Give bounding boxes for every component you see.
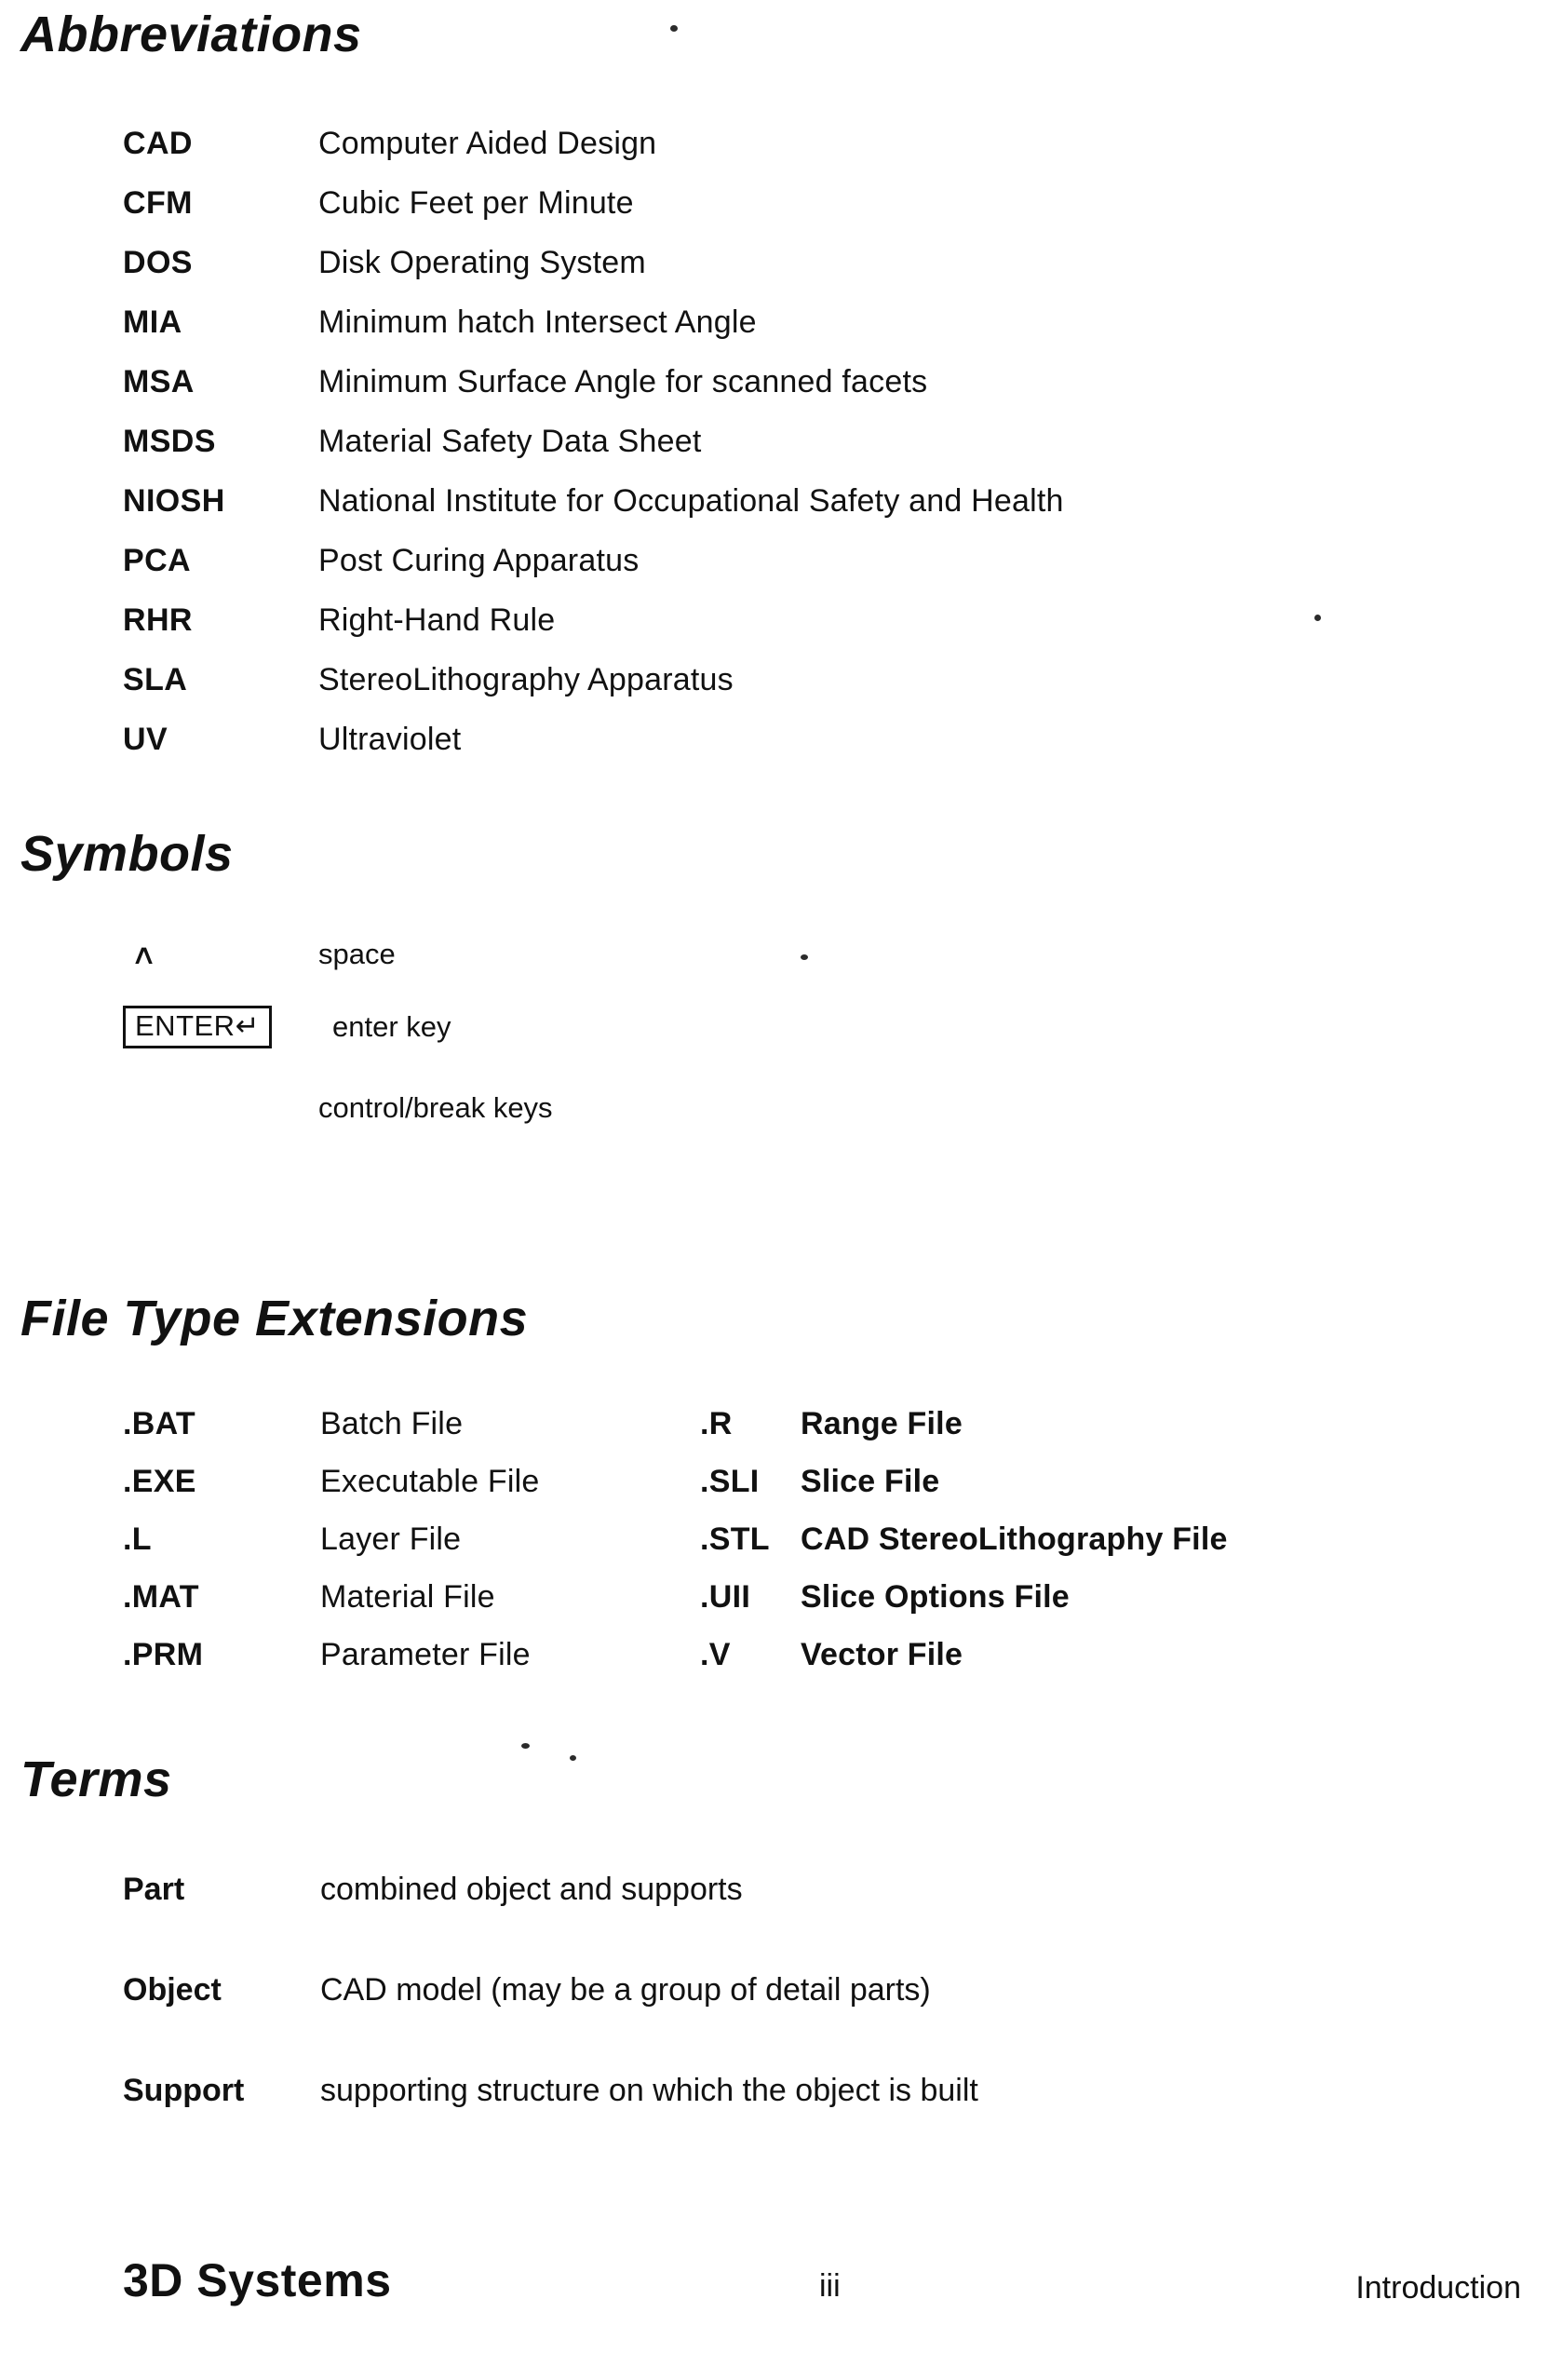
list-item xyxy=(123,304,1473,364)
file-extension-description: Parameter File xyxy=(320,1637,531,1672)
file-extension: .MAT xyxy=(123,1579,199,1615)
table-row xyxy=(123,1464,700,1521)
table-row xyxy=(700,1637,1482,1695)
list-item xyxy=(123,936,1426,972)
abbreviation-term: CFM xyxy=(123,185,193,221)
file-extension-description: Material File xyxy=(320,1579,495,1615)
file-type-right-column xyxy=(700,1406,1482,1695)
table-row xyxy=(700,1464,1482,1521)
file-extension: .V xyxy=(700,1637,731,1672)
symbol-definition: space xyxy=(318,937,396,970)
file-extension: .EXE xyxy=(123,1464,196,1499)
file-extension-description: Vector File xyxy=(801,1637,963,1672)
file-extension: .L xyxy=(123,1521,152,1557)
abbreviations-list xyxy=(123,126,1473,781)
table-row xyxy=(123,1406,700,1464)
abbreviation-definition: Cubic Feet per Minute xyxy=(318,185,634,221)
scan-speck xyxy=(670,25,678,32)
footer-section-label: Introduction xyxy=(1355,2270,1521,2306)
abbreviation-definition: Right-Hand Rule xyxy=(318,602,556,638)
file-extension-description: Batch File xyxy=(320,1406,464,1441)
symbols-list xyxy=(123,936,1426,1158)
file-extension-description: Executable File xyxy=(320,1464,540,1499)
abbreviation-definition: Ultraviolet xyxy=(318,722,462,757)
abbreviation-term: CAD xyxy=(123,126,193,161)
term-definition: CAD model (may be a group of detail parts) xyxy=(320,1972,931,2008)
abbreviation-definition: Minimum hatch Intersect Angle xyxy=(318,304,757,340)
list-item xyxy=(123,483,1473,543)
list-item xyxy=(123,364,1473,424)
symbols-heading: Symbols xyxy=(20,826,234,882)
abbreviation-definition: Material Safety Data Sheet xyxy=(318,424,702,459)
list-item xyxy=(123,185,1473,245)
table-row xyxy=(700,1521,1482,1579)
enter-key-icon: ENTER↵ xyxy=(123,1006,332,1048)
file-type-extensions-table xyxy=(123,1406,1501,1695)
abbreviation-term: RHR xyxy=(123,602,193,638)
footer-brand: 3D Systems xyxy=(123,2254,392,2306)
list-item xyxy=(123,543,1473,602)
file-type-extensions-heading: File Type Extensions xyxy=(20,1291,529,1346)
list-item xyxy=(123,1972,1473,2073)
terms-list xyxy=(123,1872,1473,2173)
term-definition: supporting structure on which the object is built xyxy=(320,2073,978,2108)
table-row xyxy=(700,1406,1482,1464)
list-item xyxy=(123,424,1473,483)
scan-speck xyxy=(801,954,808,960)
scan-speck xyxy=(1314,615,1321,621)
term-name: Part xyxy=(123,1872,185,1907)
list-item xyxy=(123,126,1473,185)
abbreviations-heading: Abbreviations xyxy=(20,7,362,62)
abbreviation-term: MSDS xyxy=(123,424,216,459)
term-definition: combined object and supports xyxy=(320,1872,743,1907)
abbreviation-definition: Disk Operating System xyxy=(318,245,646,280)
abbreviation-term: UV xyxy=(123,722,168,757)
abbreviation-term: MSA xyxy=(123,364,195,399)
file-extension: .BAT xyxy=(123,1406,195,1441)
list-item xyxy=(123,1091,1426,1125)
file-extension: .PRM xyxy=(123,1637,204,1672)
table-row xyxy=(123,1637,700,1695)
file-extension: .STL xyxy=(700,1521,770,1557)
table-row xyxy=(123,1579,700,1637)
list-item xyxy=(123,1872,1473,1972)
list-item xyxy=(123,602,1473,662)
file-extension-description: Slice File xyxy=(801,1464,940,1499)
table-row xyxy=(123,1521,700,1579)
list-item xyxy=(123,1006,1426,1048)
abbreviation-term: PCA xyxy=(123,543,191,578)
symbol-definition: control/break keys xyxy=(318,1091,553,1125)
file-type-left-column xyxy=(123,1406,700,1695)
table-row xyxy=(700,1579,1482,1637)
file-extension-description: CAD StereoLithography File xyxy=(801,1521,1228,1557)
file-extension-description: Layer File xyxy=(320,1521,462,1557)
abbreviation-definition: StereoLithography Apparatus xyxy=(318,662,734,697)
file-extension: .SLI xyxy=(700,1464,760,1499)
space-caret-icon: ∧ xyxy=(130,940,157,970)
file-extension: .UII xyxy=(700,1579,751,1615)
terms-heading: Terms xyxy=(20,1751,172,1807)
term-name: Support xyxy=(123,2073,245,2108)
list-item xyxy=(123,722,1473,781)
abbreviation-term: NIOSH xyxy=(123,483,225,519)
list-item xyxy=(123,2073,1473,2173)
abbreviation-term: DOS xyxy=(123,245,193,280)
abbreviation-definition: Computer Aided Design xyxy=(318,126,657,161)
scan-speck xyxy=(521,1743,530,1749)
page-number: iii xyxy=(819,2268,841,2304)
abbreviation-term: MIA xyxy=(123,304,182,340)
file-extension: .R xyxy=(700,1406,733,1441)
scan-speck xyxy=(570,1755,576,1761)
page-footer xyxy=(0,2253,1549,2337)
list-item xyxy=(123,662,1473,722)
symbol-definition: enter key xyxy=(332,1010,451,1044)
term-name: Object xyxy=(123,1972,222,2008)
list-item xyxy=(123,245,1473,304)
abbreviation-definition: Minimum Surface Angle for scanned facets xyxy=(318,364,928,399)
abbreviation-definition: National Institute for Occupational Safety and Health xyxy=(318,483,1064,519)
file-extension-description: Range File xyxy=(801,1406,963,1441)
file-extension-description: Slice Options File xyxy=(801,1579,1070,1615)
abbreviation-term: SLA xyxy=(123,662,188,697)
abbreviation-definition: Post Curing Apparatus xyxy=(318,543,640,578)
